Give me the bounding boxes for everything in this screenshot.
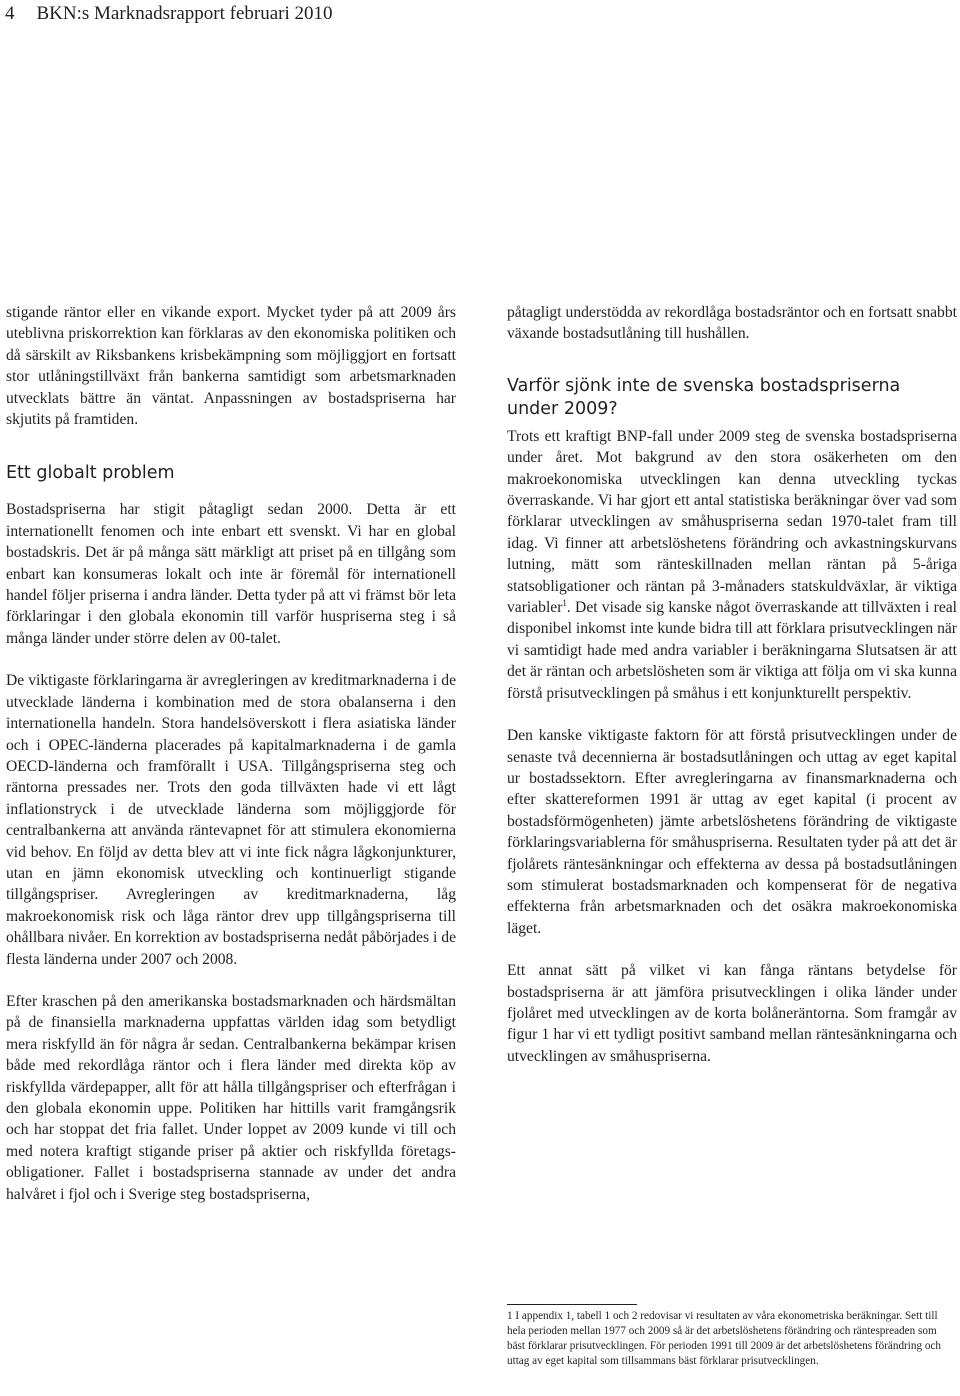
paragraph: Ett annat sätt på vilket vi kan fånga räntans betydelse för bostadspriserna är att jämföra prisutvecklingen i olika länder under fjolåret med utvecklingen av de korta bolåneräntorna. Som framgår av figur 1 har vi ett tydligt positivt samband mellan räntesänkningarna och utvecklingen av småhuspriserna. [507, 962, 957, 1065]
right-column [507, 302, 957, 1067]
paragraph: stigande räntor eller en vikande export. Mycket tyder på att 2009 års uteblivna priskorrektion kan förklaras av den ekonomiska politiken och då särskilt av Riksbankens krisbekämpning som möjliggjort en fortsatt stor utlåningstillväxt från bankerna samtidigt som arbetsmarknaden utvecklats bättre än väntat. Anpassningen av bostadspriserna har skjutits på framtiden. [6, 304, 456, 429]
paragraph: De viktigaste förklaringarna är avregleringen av kreditmarknaderna i de utvecklade länderna i kombination med de stora obalanserna i den internationella handeln. Stora handelsöverskott i flera asiatiska länder och i OPEC-länderna placerades på kapitalmarknaderna i de gamla OECD-länderna och framförallt i USA. Tillgångspriserna steg och räntorna pressades ner. Trots den goda tillväxten hade vi ett lågt inflationstryck i de utvecklade länderna som möjliggjorde för centralbankerna att använda räntevapnet för att stimulera ekonomierna vid behov. En följd av detta blev att vi inte fick några lågkonjunkturer, utan en jämn ekonomisk utveckling och kontinuerligt stigande tillgångspriser. Avregleringen av kreditmarknaderna, låg makroekonomisk risk och låga räntor drev upp tillgångspriserna till ohållbara nivåer. En korrektion av bostadspriserna nedåt påbörjades i de flesta länderna under 2007 och 2008. [6, 672, 456, 968]
footnote-area [507, 1304, 957, 1369]
section-heading: Varför sjönk inte de svenska bostadspriserna under 2009? [507, 375, 901, 419]
publication-title: BKN:s Marknadsrapport februari 2010 [36, 3, 333, 24]
paragraph: påtagligt understödda av rekordlåga bostadsräntor och en fortsatt snabbt växande bostadsutlåning till hushållen. [507, 304, 957, 343]
page-number: 4 [5, 3, 15, 24]
paragraph: Bostadspriserna har stigit påtagligt sedan 2000. Detta är ett internationellt fenomen och inte enbart ett svenskt. Vi har en global bostadskris. Det är på många sätt märkligt att priset på en tillgång som enbart kan konsumeras lokalt och inte är föremål för internationell handel följer priserna i andra länder. Detta tyder på att vi främst bör leta förklaringar i den globala ekonomin till varför huspriserna steg i så många länder under större delen av 00-talet. [6, 501, 456, 647]
footnote-divider [507, 1304, 637, 1305]
paragraph [507, 426, 957, 704]
footnote: 1 I appendix 1, tabell 1 och 2 redovisar vi resultaten av våra ekonometriska beräkningar. Sett till hela perioden mellan 1977 och 2009 så är det arbetslöshetens förändring och räntespreaden som bäst förklarar prisutvecklingen. För perioden 1991 till 2009 är det arbetslöshetens förändring och uttag av eget kapital som tillsammans bäst förklarar prisutvecklingen. [507, 1310, 942, 1367]
paragraph-text: Trots ett kraftigt BNP-fall under 2009 steg de svenska bostadspriserna under året. Mot bakgrund av den stora osäkerheten om den makroekonomiska utvecklingen kan denna utveckling tyckas överraskande. Vi har gjort ett antal statistiska beräkningar över vad som förklarar utvecklingen av småhuspriserna sedan 1970-talet fram till idag. Vi finner att arbetslöshetens förändring och avkastningskurvans lutning, mätt som ränteskillnaden mellan räntan på 5-åriga statsobligationer och räntan på 3-månaders statskuldväxlar, är viktiga variabler [507, 427, 957, 617]
paragraph: Den kanske viktigaste faktorn för att förstå prisutvecklingen under de senaste två decennierna är bostadsutlåningen och uttag av eget kapital ur bostadssektorn. Efter avregleringarna av finansmarknaderna och efter skattereformen 1991 är uttag av eget kapital (i procent av bostadsförmögenheten) jämte arbetslöshetens förändring de viktigaste förklaringsvariablerna för småhuspriserna. Resultaten tyder på att det är fjolårets räntesänkningar och effekterna av dessa på bostadsutlåningen som stimulerat bostadsmarknaden och kompenserat för de negativa effekterna från arbetsmarknaden och det osäkra makroekonomiska läget. [507, 727, 957, 937]
section-heading: Ett globalt problem [6, 463, 175, 484]
paragraph-text: . Det visade sig kanske något överraskande att tillväxten i real disponibel inkomst inte kunde bidra till att förklara prisutvecklingen när vi samtidigt hade med andra variabler i beräkningarna Slutsatsen är att det är räntan och arbetslösheten som är viktiga att följa om vi ska kunna förstå prisutvecklingen på småhus i ett konjunkturellt perspektiv. [507, 599, 957, 702]
footnote-reference[interactable]: 1 [562, 597, 567, 608]
paragraph: Efter kraschen på den amerikanska bostadsmarknaden och härdsmältan på de finansiella marknaderna uppfattas världen idag som betydligt mera riskfylld än för några år sedan. Centralbankerna bekämpar krisen både med rekordlåga räntor och i flera länder med direkta köp av riskfyllda värdepapper, allt för att hålla tillgångspriser och efterfrågan i den globala ekonomin uppe. Politiken har hittills varit framgångsrik och har stoppat det fria fallet. Under loppet av 2009 kunde vi till och med notera kraftigt stigande priser på aktier och riskfyllda företagsobligationer. Fallet i bostadspriserna stannade av under det andra halvåret i fjol och i Sverige steg bostadspriserna, [6, 992, 456, 1203]
left-column [6, 302, 456, 1205]
running-header [5, 2, 333, 26]
